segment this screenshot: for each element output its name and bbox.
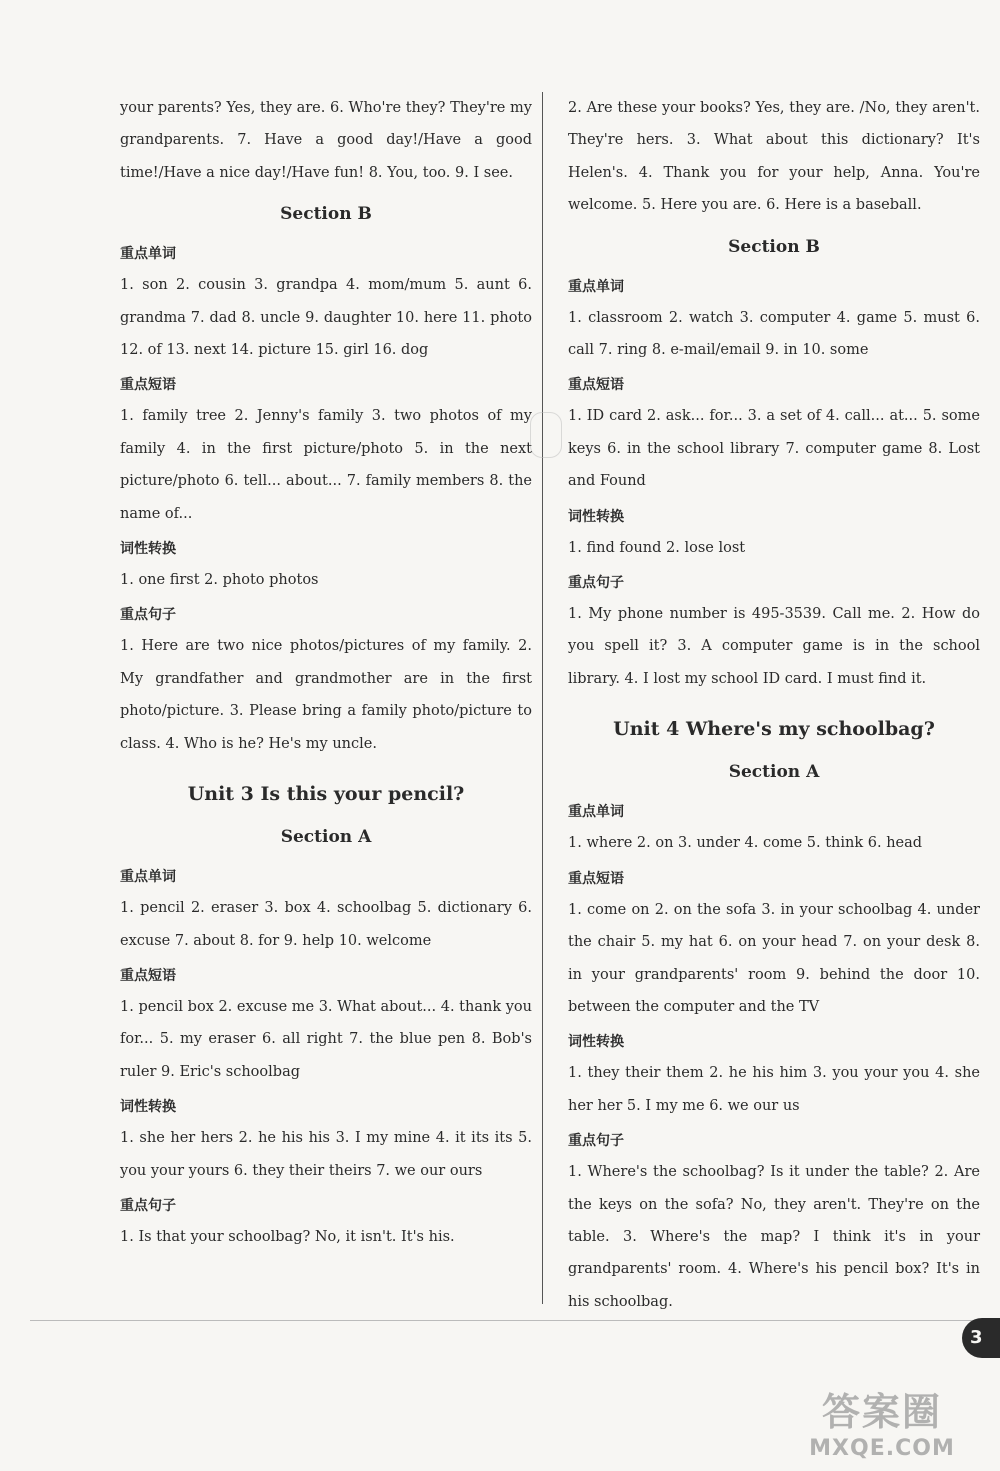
u4-label-key-sentences: 重点句子	[568, 1133, 624, 1150]
label-word-conversion: 词性转换	[120, 541, 176, 558]
u3-label-key-phrases: 重点短语	[120, 967, 176, 984]
u4-phrases: 1. come on 2. on the sofa 3. in your schoolbag 4. under the chair 5. my hat 6. on your head 7. on your desk 8. in your grandparents' room 9. behind the door 10. between the computer and the TV	[568, 901, 980, 1015]
right-section-b-phrases: 1. ID card 2. ask... for... 3. a set of 4. call... at... 5. some keys 6. in the school library 7. computer game 8. Lost and Found	[568, 408, 980, 490]
left-column	[120, 92, 532, 1257]
right-section-b-words: 1. classroom 2. watch 3. computer 4. game 5. must 6. call 7. ring 8. e-mail/email 9. in 10. some	[568, 309, 980, 359]
section-b-title: Section B	[280, 204, 372, 225]
right-intro-text: 2. Are these your books? Yes, they are. /No, they aren't. They're hers. 3. What about this dictionary? It's Helen's. 4. Thank you for your help, Anna. You're welcome. 5. Here you are. 6. Here is a baseball.	[568, 100, 980, 214]
u4-words: 1. where 2. on 3. under 4. come 5. think 6. head	[568, 835, 923, 852]
u4-label-word-conversion: 词性转换	[568, 1034, 624, 1051]
section-b-phrases: 1. family tree 2. Jenny's family 3. two photos of my family 4. in the first picture/photo 5. in the next picture/photo 6. tell... about... 7. family members 8. the name of...	[120, 408, 532, 522]
right-section-b-conversion: 1. find found 2. lose lost	[568, 539, 746, 556]
site-watermark	[782, 1381, 982, 1461]
u3-sentences: 1. Is that your schoolbag? No, it isn't. It's his.	[120, 1228, 455, 1245]
u4-conversion: 1. they their them 2. he his him 3. you your you 4. she her her 5. I my me 6. we our us	[568, 1065, 980, 1114]
label-key-phrases: 重点短语	[120, 377, 176, 394]
right-label-key-sentences: 重点句子	[568, 575, 624, 592]
faint-stamp-mark	[530, 412, 562, 458]
right-section-b-sentences: 1. My phone number is 495-3539. Call me. 2. How do you spell it? 3. A computer game is in the school library. 4. I lost my school ID card. I must find it.	[568, 606, 980, 687]
right-section-b-title: Section B	[728, 236, 820, 257]
page-number-tab: 3	[962, 1318, 1000, 1358]
section-b-words: 1. son 2. cousin 3. grandpa 4. mom/mum 5. aunt 6. grandma 7. dad 8. uncle 9. daughter 10. here 11. photo 12. of 13. next 14. picture 15. girl 16. dog	[120, 277, 532, 359]
unit-3-title: Unit 3 Is this your pencil?	[187, 783, 465, 806]
watermark-url: MXQE.COM	[809, 1436, 955, 1461]
u4-sentences: 1. Where's the schoolbag? Is it under the table? 2. Are the keys on the sofa? No, they aren't. They're on the table. 3. Where's the map? I think it's in your grandparents' room. 4. Where's his pencil box? It's in his schoolbag.	[568, 1164, 980, 1310]
right-label-word-conversion: 词性转换	[568, 508, 624, 525]
u3-conversion: 1. she her hers 2. he his his 3. I my mine 4. it its its 5. you your yours 6. they their theirs 7. we our ours	[120, 1130, 532, 1179]
section-b-conversion: 1. one first 2. photo photos	[120, 572, 319, 589]
right-label-key-words: 重点单词	[568, 278, 624, 295]
right-label-key-phrases: 重点短语	[568, 377, 624, 394]
u3-label-key-words: 重点单词	[120, 869, 176, 886]
section-b-sentences: 1. Here are two nice photos/pictures of my family. 2. My grandfather and grandmother are in the first photo/picture. 3. Please bring a family photo/picture to class. 4. Who is he? He's my uncle.	[120, 638, 532, 752]
unit-4-section-a-title: Section A	[728, 762, 820, 783]
unit-3-section-a-title: Section A	[280, 827, 372, 848]
u3-words: 1. pencil 2. eraser 3. box 4. schoolbag 5. dictionary 6. excuse 7. about 8. for 9. help 10. welcome	[120, 900, 532, 949]
u3-label-word-conversion: 词性转换	[120, 1099, 176, 1116]
u3-phrases: 1. pencil box 2. excuse me 3. What about... 4. thank you for... 5. my eraser 6. all right 7. the blue pen 8. Bob's ruler 9. Eric's schoolbag	[120, 998, 532, 1080]
column-divider	[542, 92, 543, 1304]
label-key-words: 重点单词	[120, 246, 176, 263]
u3-label-key-sentences: 重点句子	[120, 1197, 176, 1214]
right-column	[568, 92, 980, 1322]
u4-label-key-words: 重点单词	[568, 804, 624, 821]
label-key-sentences: 重点句子	[120, 607, 176, 624]
left-intro-text: your parents? Yes, they are. 6. Who're they? They're my grandparents. 7. Have a good day!/Have a good time!/Have a nice day!/Have fun! 8. You, too. 9. I see.	[120, 100, 532, 181]
u4-label-key-phrases: 重点短语	[568, 870, 624, 887]
unit-4-title: Unit 4 Where's my schoolbag?	[613, 718, 935, 741]
watermark-logo-text: 答案圈	[821, 1390, 942, 1434]
